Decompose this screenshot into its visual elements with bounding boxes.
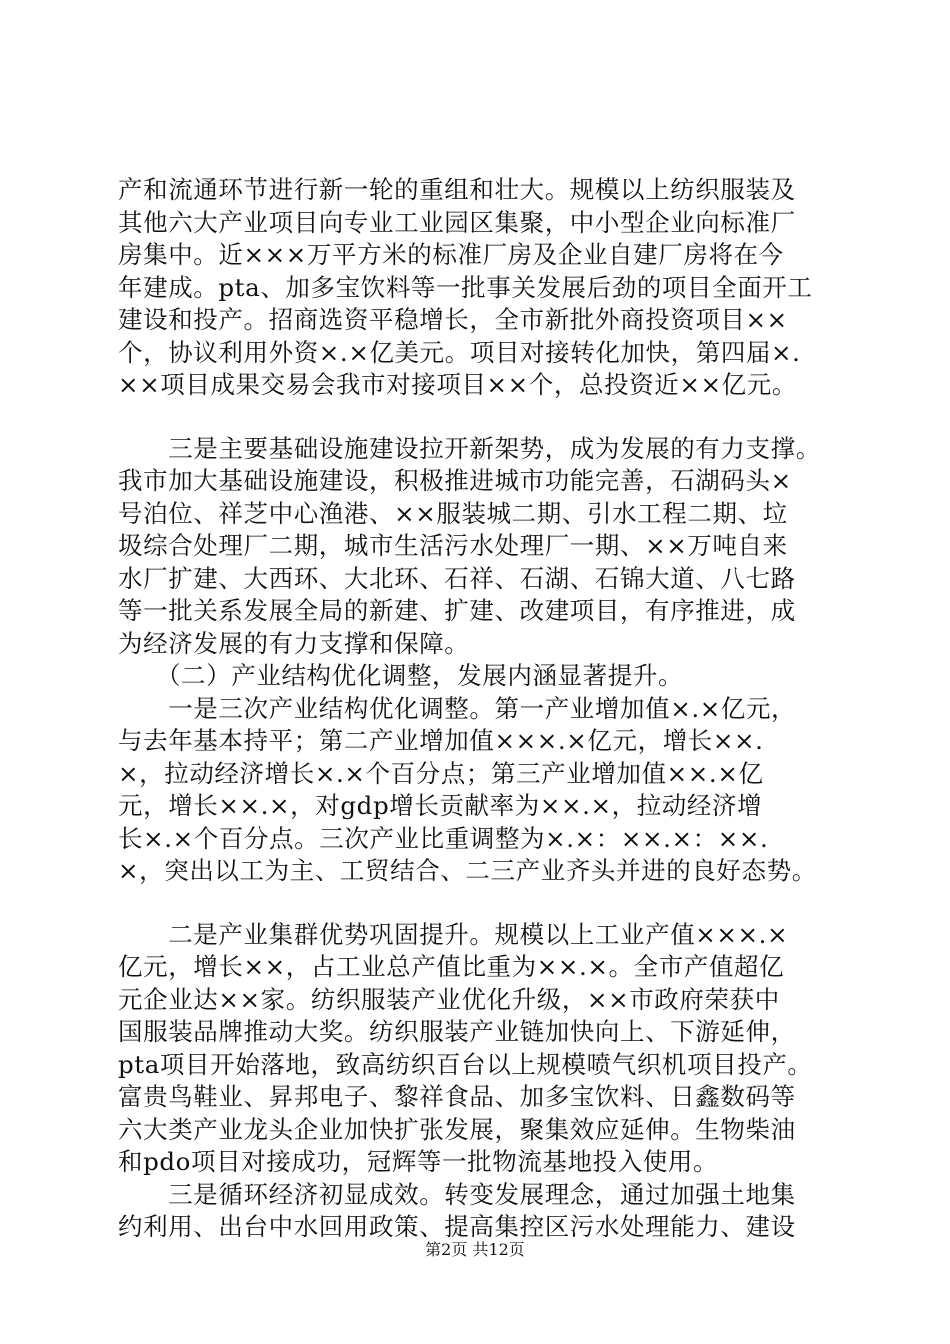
text-line: 个，协议利用外资×.×亿美元。项目对接转化加快，第四届×.: [118, 337, 801, 367]
text-line: 水厂扩建、大西环、大北环、石祥、石湖、石锦大道、八七路: [118, 563, 796, 593]
text-line: 圾综合处理厂二期，城市生活污水处理厂一期、××万吨自来: [118, 531, 788, 560]
text-line: 号泊位、祥芝中心渔港、××服装城二期、引水工程二期、垃: [118, 498, 788, 528]
text-line: 一是三次产业结构优化调整。第一产业增加值×.×亿元，: [118, 693, 797, 723]
paragraph-gap: [118, 402, 843, 433]
paragraph: [118, 433, 843, 888]
text-line: 约利用、出台中水回用政策、提高集控区污水处理能力、建设: [118, 1212, 796, 1241]
page-footer: [0, 1240, 950, 1260]
text-line: 国服装品牌推动大奖。纺织服装产业链加快向上、下游延伸，: [118, 1017, 796, 1046]
text-line: 三是循环经济初显成效。转变发展理念，通过加强土地集: [118, 1179, 796, 1209]
text-line: 我市加大基础设施建设，积极推进城市功能完善，石湖码头×: [118, 466, 792, 495]
text-line: 三是主要基础设施建设拉开新架势，成为发展的有力支撑。: [118, 433, 821, 463]
text-line: 六大类产业龙头企业加快扩张发展，聚集效应延伸。生物柴油: [118, 1114, 796, 1144]
paragraph: [118, 174, 843, 402]
text-line: ×，拉动经济增长×.×个百分点；第三产业增加值××.×亿: [118, 758, 764, 788]
text-line: 为经济发展的有力支撑和保障。: [118, 628, 470, 658]
text-line: 二是产业集群优势巩固提升。规模以上工业产值×××.×: [118, 919, 789, 949]
section-heading: （二）产业结构优化调整，发展内涵显著提升。: [118, 661, 684, 690]
text-line: 长×.×个百分点。三次产业比重调整为×.×：××.×：××.: [118, 823, 769, 853]
text-line: pta项目开始落地，致高纺织百台以上规模喷气织机项目投产。: [118, 1049, 813, 1079]
text-line: ××项目成果交易会我市对接项目××个，总投资近××亿元。: [118, 370, 797, 399]
text-line: 与去年基本持平；第二产业增加值×××.×亿元，增长××.: [118, 726, 764, 755]
paragraph: [118, 919, 843, 1244]
text-line: 等一批关系发展全局的新建、扩建、改建项目，有序推进，成: [118, 596, 796, 625]
text-line: 富贵鸟鞋业、昇邦电子、黎祥食品、加多宝饮料、日鑫数码等: [118, 1082, 796, 1111]
text-line: 房集中。近×××万平方米的标准厂房及企业自建厂房将在今: [118, 240, 784, 269]
text-line: ×，突出以工为主、工贸结合、二三产业齐头并进的良好态势。: [118, 856, 817, 885]
text-line: 其他六大产业项目向专业工业园区集聚，中小型企业向标准厂: [118, 207, 796, 237]
document-body: [118, 174, 843, 1244]
page-number: 第2页 共12页: [425, 1240, 525, 1259]
text-line: 元企业达××家。纺织服装产业优化升级，××市政府荣获中: [118, 984, 780, 1014]
paragraph-gap: [118, 888, 843, 919]
text-line: 亿元，增长××，占工业总产值比重为××.×。全市产值超亿: [118, 952, 785, 981]
text-line: 年建成。pta、加多宝饮料等一批事关发展后劲的项目全面开工: [118, 272, 813, 302]
text-line: 元，增长××.×，对gdp增长贡献率为××.×，拉动经济增: [118, 791, 763, 820]
text-line: 和pdo项目对接成功，冠辉等一批物流基地投入使用。: [118, 1147, 719, 1176]
text-line: 建设和投产。招商选资平稳增长，全市新批外商投资项目××: [118, 305, 788, 334]
text-line: 产和流通环节进行新一轮的重组和壮大。规模以上纺织服装及: [118, 175, 796, 204]
